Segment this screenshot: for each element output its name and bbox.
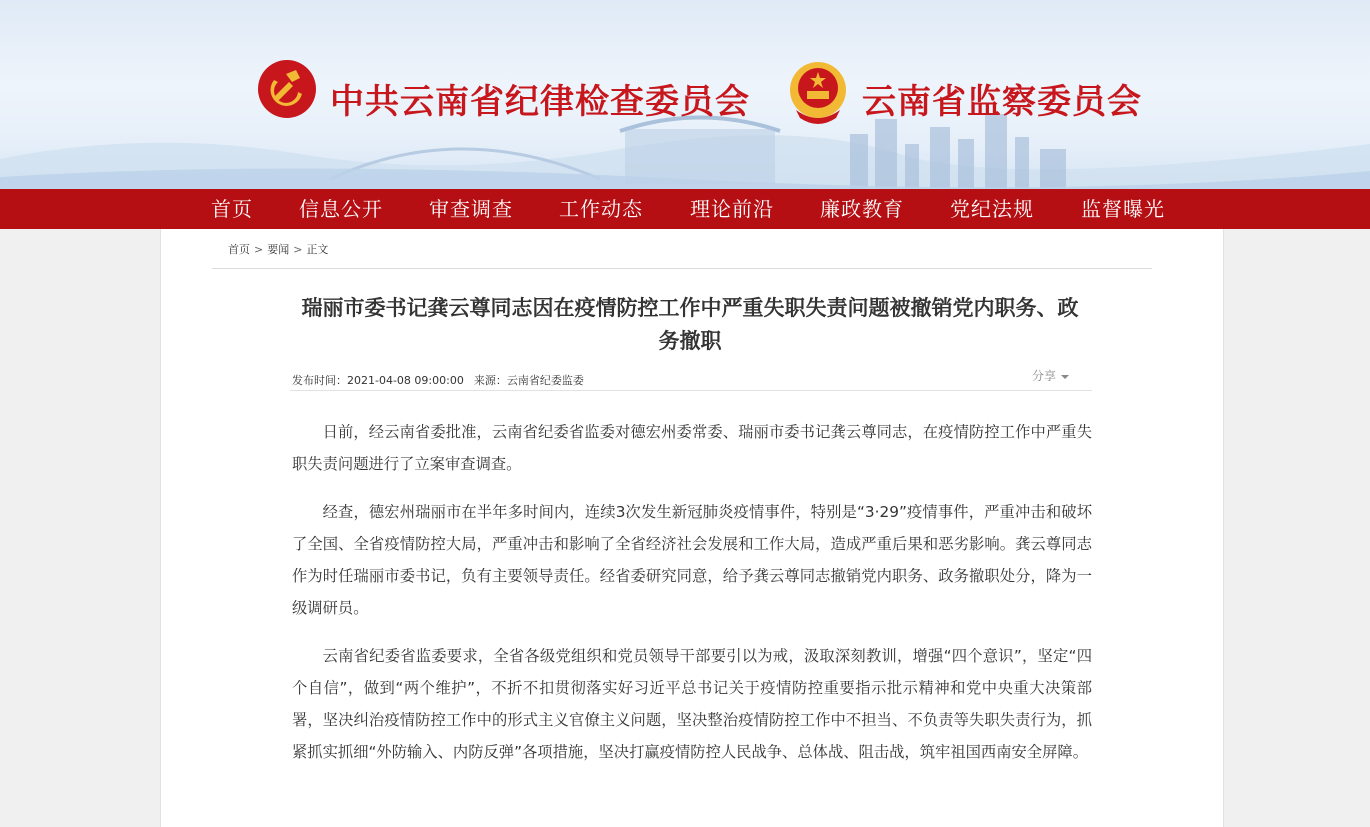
national-emblem-icon: [788, 60, 848, 124]
breadcrumb-home[interactable]: 首页: [228, 243, 250, 256]
breadcrumb-separator: >: [254, 243, 264, 256]
article-body: [292, 416, 1092, 784]
publish-time-label: 发布时间：: [292, 374, 347, 387]
share-label: 分享: [1032, 369, 1057, 383]
header-banner: [0, 0, 1370, 189]
party-emblem-icon: [256, 58, 318, 120]
source-label: 来源：: [473, 374, 507, 387]
article-paragraph: 云南省纪委省监委要求，全省各级党组织和党员领导干部要引以为戒，汲取深刻教训，增强“四个意识”，坚定“四个自信”，做到“两个维护”，不折不扣贯彻落实好习近平总书记关于疫情防控重要指示批示精神和党中央重大决策部署，坚决纠治疫情防控工作中的形式主义官僚主义问题，坚决整治疫情防控工作中不担当、不负责等失职失责行为，抓紧抓实抓细“外防输入、内防反弹”各项措施，坚决打赢疫情防控人民战争、总体战、阻击战，筑牢祖国西南安全屏障。: [292, 647, 1092, 761]
share-dropdown[interactable]: [1032, 367, 1069, 384]
nav-item-work-news[interactable]: 工作动态: [559, 197, 643, 221]
nav-item-home[interactable]: 首页: [211, 197, 253, 221]
nav-item-regulations[interactable]: 党纪法规: [950, 197, 1034, 221]
nav-item-investigation[interactable]: 审查调查: [429, 197, 513, 221]
article-meta: [292, 372, 584, 388]
breadcrumb-divider: [212, 268, 1152, 269]
chevron-down-icon: [1061, 375, 1069, 379]
main-nav: [0, 189, 1370, 229]
article-paragraph: 日前，经云南省委批准，云南省纪委省监委对德宏州委常委、瑞丽市委书记龚云尊同志，在疫情防控工作中严重失职失责问题进行了立案审查调查。: [292, 423, 1092, 473]
meta-divider: [290, 390, 1092, 391]
breadcrumb-separator: >: [293, 243, 303, 256]
breadcrumb: [228, 241, 328, 257]
nav-item-exposure[interactable]: 监督曝光: [1081, 197, 1165, 221]
breadcrumb-section[interactable]: 要闻: [267, 243, 290, 256]
nav-item-integrity-education[interactable]: 廉政教育: [820, 197, 904, 221]
nav-item-info-disclosure[interactable]: 信息公开: [299, 197, 383, 221]
org-title-right: 云南省监察委员会: [862, 82, 1142, 122]
article-title: 瑞丽市委书记龚云尊同志因在疫情防控工作中严重失职失责问题被撤销党内职务、政务撤职: [301, 296, 1079, 353]
article-paragraph: 经查，德宏州瑞丽市在半年多时间内，连续3次发生新冠肺炎疫情事件，特别是“3·29”疫情事件，严重冲击和破坏了全国、全省疫情防控大局，严重冲击和影响了全省经济社会发展和工作大局，造成严重后果和恶劣影响。龚云尊同志作为时任瑞丽市委书记，负有主要领导责任。经省委研究同意，给予龚云尊同志撤销党内职务、政务撤职处分，降为一级调研员。: [292, 503, 1092, 617]
source-value: 云南省纪委监委: [506, 374, 584, 387]
breadcrumb-current: 正文: [306, 243, 329, 256]
org-title-left: 中共云南省纪律检查委员会: [330, 82, 750, 122]
publish-time: 2021-04-08 09:00:00: [347, 374, 464, 387]
nav-item-theory[interactable]: 理论前沿: [690, 197, 774, 221]
